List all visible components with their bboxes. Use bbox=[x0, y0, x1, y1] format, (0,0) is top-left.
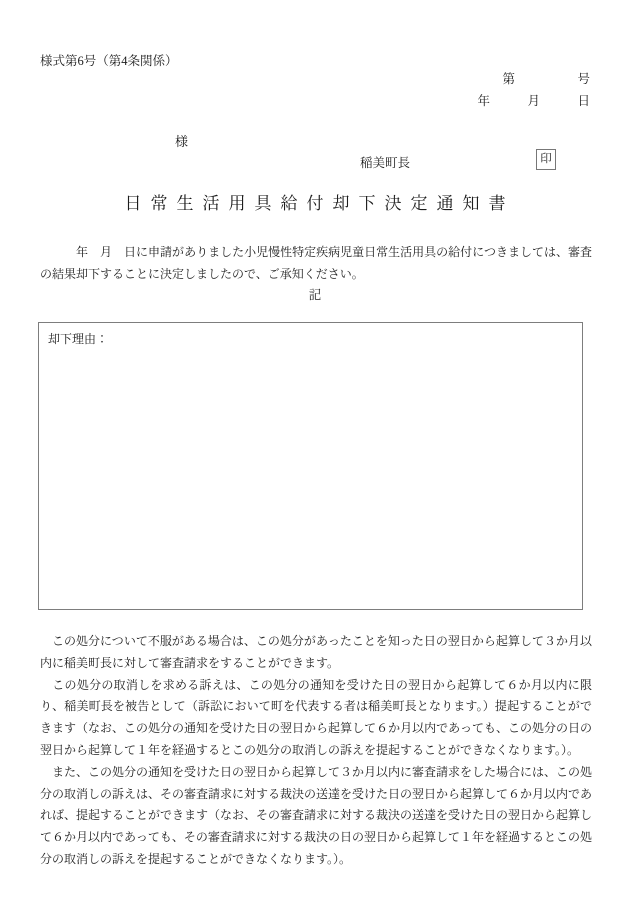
date-line: 年 月 日 bbox=[477, 94, 590, 108]
appeal-note-paragraph-1: この処分について不服がある場合は、この処分があったことを知った日の翌日から起算して３か月以内に稲美町長に対して審査請求をすることができます。 bbox=[40, 634, 592, 670]
appeal-note-paragraph-2: この処分の取消しを求める訴えは、この処分の通知を受けた日の翌日から起算して６か月以内に限り、稲美町長を被告として（訴訟において町を代表する者は稲美町長となります。）提起することができます（なお、この処分の通知を受けた日の翌日から起算して６か月以内であっても、この処分の日の翌日から起算して１年を経過するとこの処分の取消しの訴えを提起することができなくなります。）。 bbox=[40, 677, 592, 757]
issuer-name: 稲美町長 bbox=[360, 156, 411, 170]
form-number: 様式第6号（第4条関係） bbox=[40, 54, 178, 68]
rejection-reason-box bbox=[38, 322, 583, 610]
rejection-reason-label: 却下理由： bbox=[48, 332, 109, 346]
record-marker: 記 bbox=[308, 288, 322, 302]
document-title: 日常生活用具給付却下決定通知書 bbox=[124, 194, 515, 213]
appeal-note-paragraph-3: また、この処分の通知を受けた日の翌日から起算して３か月以内に審査請求をした場合には、この処分の取消しの訴えは、その審査請求に対する裁決の送達を受けた日の翌日から起算して６か月以内であれば、提起することができます（なお、その審査請求に対する裁決の送達を受けた日の翌日から起算して６か月以内であっても、その審査請求に対する裁決の日の翌日から起算して１年を経過するとこの処分の取消しの訴えを提起することができなくなります。）。 bbox=[40, 764, 593, 866]
notification-body: 年 月 日に申請がありました小児慢性特定疾病児童日常生活用具の給付につきましては、審査の結果却下することに決定しましたので、ご承知ください。 bbox=[40, 245, 592, 281]
document-number-line: 第 号 bbox=[502, 72, 590, 86]
seal-box: 印 bbox=[536, 149, 556, 170]
appeal-notes bbox=[40, 631, 592, 871]
addressee-honorific: 様 bbox=[175, 134, 189, 149]
